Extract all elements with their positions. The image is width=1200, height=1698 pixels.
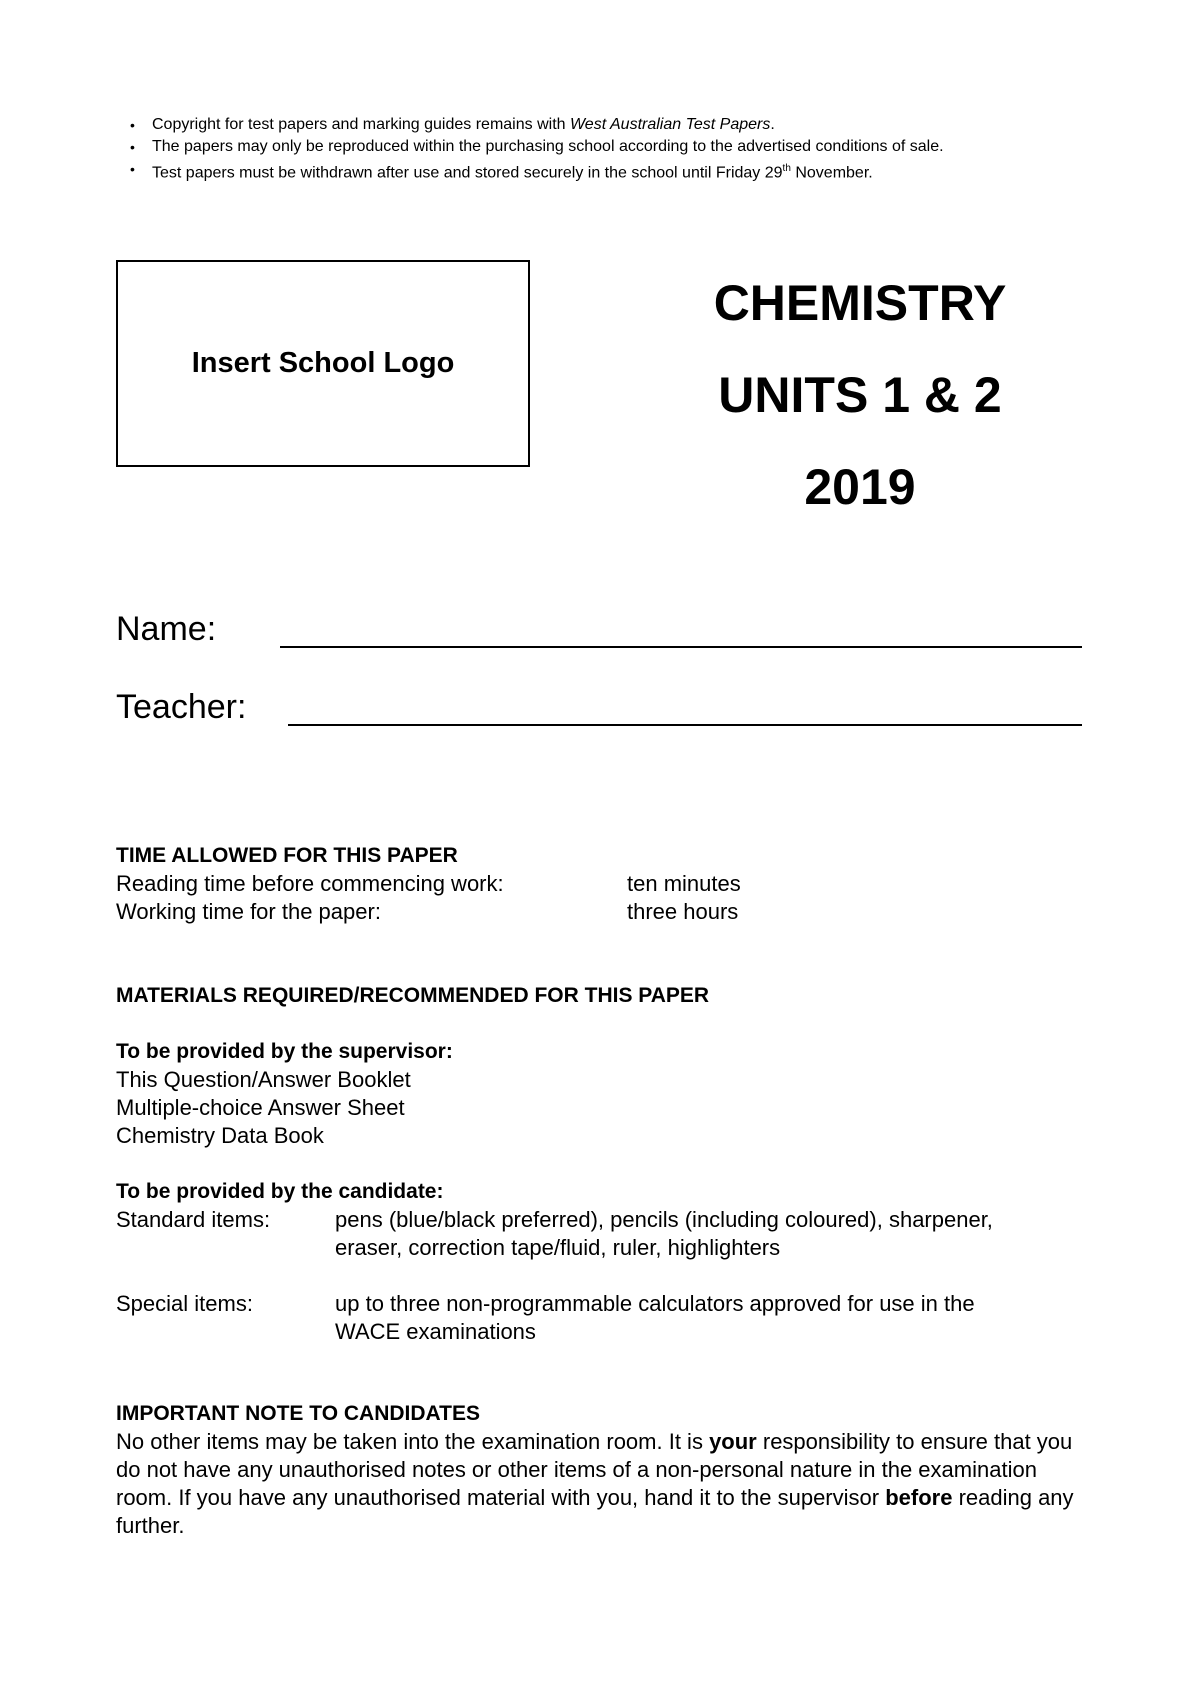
working-time-value: three hours: [627, 899, 739, 924]
ordinal-suffix: th: [782, 163, 791, 174]
note-part: reading any further.: [116, 1485, 1074, 1538]
emphasis-your: your: [709, 1429, 757, 1454]
exam-title: [650, 270, 1070, 546]
copyright-notes: [130, 114, 1130, 184]
logo-placeholder-text: Insert School Logo: [191, 347, 455, 379]
standard-items-line: pens (blue/black preferred), pencils (including coloured), sharpener,: [335, 1207, 993, 1232]
note-text-end: .: [770, 116, 775, 133]
supervisor-item: This Question/Answer Booklet: [116, 1067, 411, 1092]
materials-heading: MATERIALS REQUIRED/RECOMMENDED FOR THIS PAPER: [116, 984, 710, 1007]
copyright-note: [130, 114, 1130, 136]
year-title: 2019: [804, 459, 916, 515]
special-items-value: [335, 1290, 975, 1346]
teacher-field-label: [116, 688, 246, 727]
note-text-end: November.: [790, 164, 873, 182]
subject-title: CHEMISTRY: [713, 275, 1007, 331]
standard-items-value: [335, 1206, 993, 1262]
note-part: responsibility to ensure that you do not have any unauthorised notes or other items of a non-personal nature in the examination room. If you have any unauthorised material with you, hand it to the supervisor: [116, 1429, 1073, 1510]
copyright-note: [130, 158, 1130, 184]
special-items-label: Special items:: [116, 1291, 253, 1316]
time-allowed-heading: TIME ALLOWED FOR THIS PAPER: [116, 844, 458, 867]
bullet-icon: •: [130, 117, 135, 133]
bullet-icon: •: [130, 161, 135, 177]
note-text: Copyright for test papers and marking guides remains with: [152, 116, 570, 133]
teacher-label: Teacher:: [116, 688, 247, 726]
special-items-line: up to three non-programmable calculators approved for use in the: [335, 1291, 975, 1316]
working-time-row: [116, 898, 741, 926]
candidate-heading: To be provided by the candidate:: [116, 1180, 444, 1203]
supervisor-item: Multiple-choice Answer Sheet: [116, 1095, 405, 1120]
note-text: Test papers must be withdrawn after use and stored securely in the school until Friday 29: [152, 164, 783, 182]
standard-items-line: eraser, correction tape/fluid, ruler, highlighters: [335, 1235, 781, 1260]
special-items-row: [116, 1290, 993, 1346]
bullet-icon: •: [130, 139, 135, 155]
important-note-body: [116, 1428, 1096, 1540]
emphasis-before: before: [885, 1485, 953, 1510]
name-input-line[interactable]: [280, 646, 1082, 648]
note-part: No other items may be taken into the examination room. It is: [116, 1429, 710, 1454]
copyright-note: [130, 136, 1130, 158]
important-note-heading: IMPORTANT NOTE TO CANDIDATES: [116, 1402, 480, 1425]
working-time-label: Working time for the paper:: [116, 899, 381, 924]
reading-time-value: ten minutes: [627, 871, 741, 896]
teacher-input-line[interactable]: [288, 724, 1082, 726]
reading-time-row: [116, 870, 741, 898]
standard-items-row: [116, 1206, 993, 1262]
supervisor-item: Chemistry Data Book: [116, 1123, 324, 1148]
important-note-section: [116, 1400, 1096, 1540]
units-title: UNITS 1 & 2: [718, 367, 1002, 423]
note-text: The papers may only be reproduced within the purchasing school according to the advertised conditions of sale.: [152, 138, 944, 155]
time-allowed-section: [116, 842, 741, 926]
standard-items-label: Standard items:: [116, 1207, 271, 1232]
supervisor-heading: To be provided by the supervisor:: [116, 1040, 453, 1063]
reading-time-label: Reading time before commencing work:: [116, 871, 504, 896]
materials-section: [116, 982, 993, 1346]
name-label: Name:: [116, 610, 217, 648]
publisher-name: West Australian Test Papers: [569, 116, 771, 133]
special-items-line: WACE examinations: [335, 1319, 536, 1344]
name-field-label: [116, 610, 216, 649]
school-logo-placeholder: [116, 260, 530, 467]
